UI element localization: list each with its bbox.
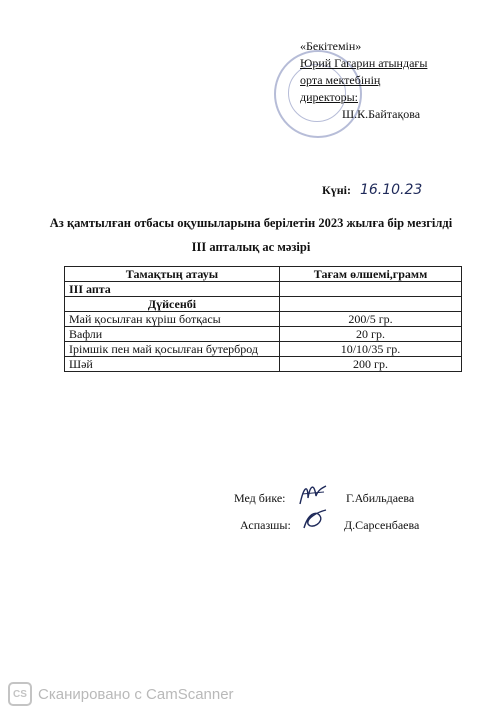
day-label: Дүйсенбі [65, 297, 280, 312]
dish-name: Вафли [65, 327, 280, 342]
table-header-cell: Тамақтың атауы [65, 267, 280, 282]
nurse-name: Г.Абильдаева [346, 491, 415, 505]
table-header-row [65, 267, 462, 282]
approval-position: директоры: [300, 90, 359, 104]
camscanner-watermark [8, 682, 234, 706]
dish-name: Май қосылған күріш ботқасы [65, 312, 280, 327]
table-header-cell: Тағам өлшемі,грамм [280, 267, 462, 282]
approval-school-line: Юрий Гагарин атындағы [300, 56, 428, 70]
cook-role: Аспазшы: [240, 518, 291, 532]
table-row [65, 327, 462, 342]
table-row [65, 312, 462, 327]
cook-name: Д.Сарсенбаева [344, 518, 420, 532]
table-row [65, 357, 462, 372]
empty-cell [280, 282, 462, 297]
table-row [65, 342, 462, 357]
nurse-signature [296, 480, 330, 508]
dish-name: Шәй [65, 357, 280, 372]
date-label: Күні: [322, 183, 351, 197]
approval-school-line-2: орта мектебінің [300, 73, 381, 87]
dish-portion: 10/10/35 гр. [280, 342, 462, 357]
cook-signature [298, 506, 332, 534]
empty-cell [280, 297, 462, 312]
dish-portion: 200/5 гр. [280, 312, 462, 327]
week-label: ІІІ апта [65, 282, 280, 297]
approval-director-name: Ш.К.Байтақова [342, 107, 421, 121]
date-line [322, 182, 422, 198]
table-day-row [65, 297, 462, 312]
document-subtitle: ІІІ апталық ас мәзірі [191, 240, 311, 254]
approval-block [300, 38, 427, 123]
approval-heading: «Бекітемін» [300, 39, 362, 53]
menu-table [64, 266, 462, 372]
date-value: 16.10.23 [359, 182, 423, 198]
dish-name: Ірімшік пен май қосылған бутерброд [65, 342, 280, 357]
camscanner-logo-icon: CS [8, 682, 32, 706]
watermark-text: Сканировано с CamScanner [38, 685, 234, 703]
document-title: Аз қамтылған отбасы оқушыларына берілетін 2023 жылға бір мезгілді [49, 216, 453, 230]
dish-portion: 200 гр. [280, 357, 462, 372]
nurse-role: Мед бике: [234, 491, 286, 505]
table-week-row [65, 282, 462, 297]
dish-portion: 20 гр. [280, 327, 462, 342]
